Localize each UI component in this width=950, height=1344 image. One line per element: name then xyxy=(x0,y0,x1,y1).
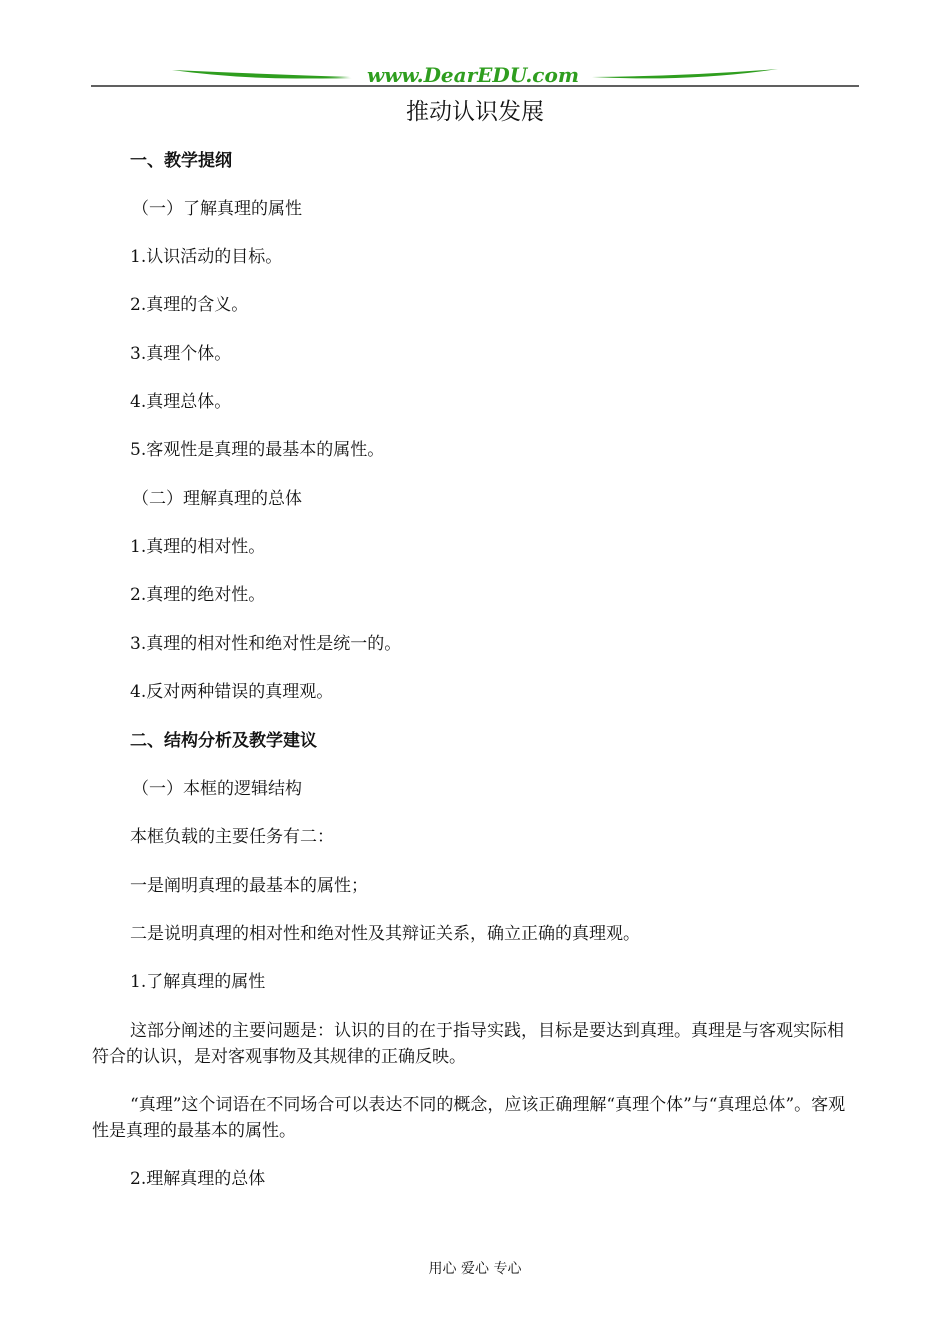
numbered-heading: 1.了解真理的属性 xyxy=(130,972,266,992)
left-swoosh-icon xyxy=(172,70,350,78)
subsection-heading: （一）本框的逻辑结构 xyxy=(132,779,302,799)
header-logo xyxy=(0,58,950,98)
text-line: 本框负载的主要任务有二： xyxy=(130,827,334,847)
list-item: 4.反对两种错误的真理观。 xyxy=(130,682,334,702)
list-item: 2.真理的绝对性。 xyxy=(130,585,266,605)
list-item: 3.真理个体。 xyxy=(130,344,232,364)
text-line: 二是说明真理的相对性和绝对性及其辩证关系，确立正确的真理观。 xyxy=(130,924,640,944)
section-heading-2: 二、结构分析及教学建议 xyxy=(130,731,317,751)
subsection-heading: （一）了解真理的属性 xyxy=(132,199,302,219)
list-item: 1.认识活动的目标。 xyxy=(130,247,283,267)
list-item: 4.真理总体。 xyxy=(130,392,232,412)
paragraph: 这部分阐述的主要问题是：认识的目的在于指导实践，目标是要达到真理。真理是与客观实际相符合的认识，是对客观事物及其规律的正确反映。 xyxy=(92,1021,844,1067)
section-heading-1: 一、教学提纲 xyxy=(130,151,232,171)
paragraph: “真理”这个词语在不同场合可以表达不同的概念，应该正确理解“真理个体”与“真理总体”。客观性是真理的最基本的属性。 xyxy=(92,1095,846,1141)
document-title: 推动认识发展 xyxy=(406,99,544,125)
site-name: www.DearEDU.com xyxy=(366,63,580,87)
list-item: 3.真理的相对性和绝对性是统一的。 xyxy=(130,634,402,654)
right-swoosh-icon xyxy=(592,69,778,78)
list-item: 2.真理的含义。 xyxy=(130,295,249,315)
list-item: 5.客观性是真理的最基本的属性。 xyxy=(130,440,385,460)
list-item: 1.真理的相对性。 xyxy=(130,537,266,557)
text-line: 一是阐明真理的最基本的属性； xyxy=(130,876,368,896)
page-footer: 用心 爱心 专心 xyxy=(428,1261,522,1277)
numbered-heading: 2.理解真理的总体 xyxy=(130,1169,266,1189)
subsection-heading: （二）理解真理的总体 xyxy=(132,489,302,509)
